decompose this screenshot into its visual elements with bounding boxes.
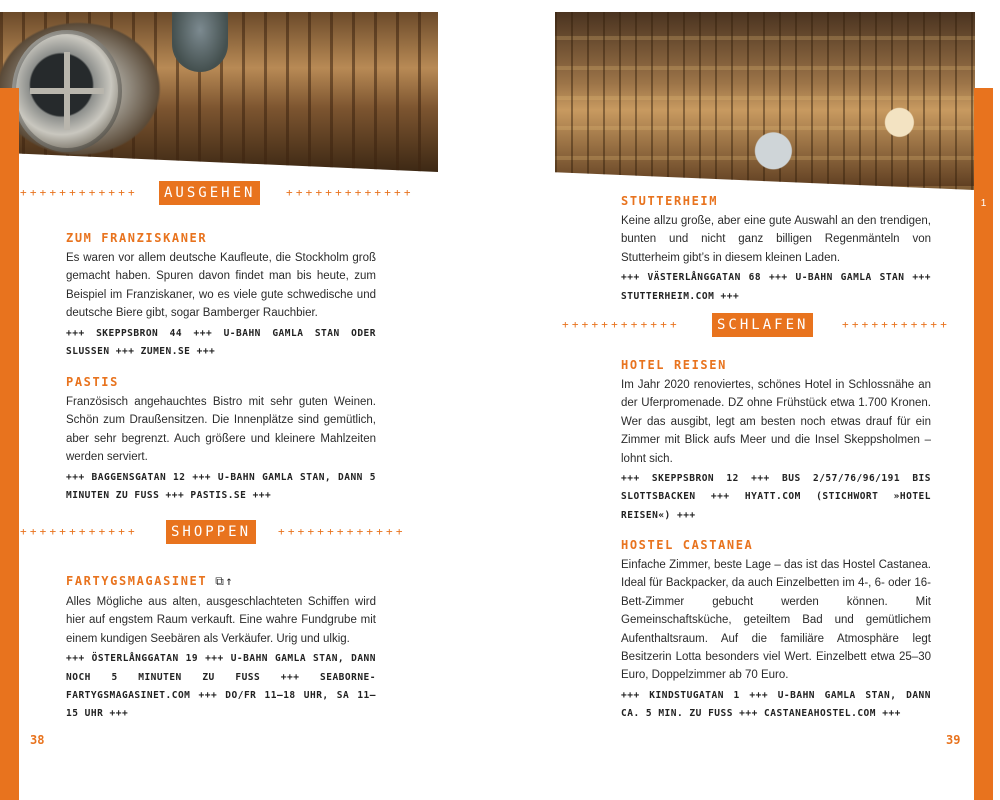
entry-title: PASTIS: [66, 375, 119, 389]
entry-title: HOTEL REISEN: [621, 358, 727, 372]
entry-title: FARTYGSMAGASINET: [66, 574, 208, 588]
entry-title: ZUM FRANZISKANER: [66, 231, 208, 245]
entry-fartygsmagasinet: [66, 574, 376, 724]
entry-hotel-reisen: [621, 358, 931, 525]
section-label: SHOPPEN: [166, 520, 256, 544]
section-header-schlafen: [562, 313, 974, 337]
external-link-icon: ⧉↑: [215, 574, 235, 588]
plus-divider: ++++++++++++: [20, 186, 138, 199]
entry-info: +++ BAGGENSGATAN 12 +++ U-BAHN GAMLA STAN, DANN 5 MINUTEN ZU FUSS +++ PASTIS.SE +++: [66, 471, 376, 502]
left-edge-bar: [0, 88, 19, 800]
nautical-shop-photo: [555, 12, 975, 190]
section-header-ausgehen: [20, 181, 440, 205]
entry-stutterheim: [621, 194, 931, 306]
entry-title-row: [66, 574, 376, 589]
entry-title: STUTTERHEIM: [621, 194, 719, 208]
entry-description: Im Jahr 2020 renoviertes, schönes Hotel in Schlossnähe an der Uferpromenade. DZ ohne Frühstück etwa 1.700 Kronen. Wer das ausgibt, legt am besten noch etwas drauf für ein Zimmer mit Blick aufs Meer und die Insel Skeppsholmen – lohnt sich.: [621, 379, 931, 465]
entry-description: Es waren vor allem deutsche Kaufleute, die Stockholm groß gemacht haben. Spuren davon findet man bis heute, zum Beispiel im Franziskaner, wo es viele gute schwedische und deutsche Biere gibt, sogar Bamberger Rauchbier.: [66, 252, 376, 320]
entry-description: Keine allzu große, aber eine gute Auswahl an den trendigen, bunten und nicht ganz billigen Regenmänteln von Stutterheim gibt’s in diesem kleinen Laden.: [621, 215, 931, 264]
entry-info: +++ KINDSTUGATAN 1 +++ U-BAHN GAMLA STAN, DANN CA. 5 MIN. ZU FUSS +++ CASTANEAHOSTEL.COM +++: [621, 689, 931, 720]
shop-interior-photo: [0, 12, 438, 172]
page-number: 38: [30, 733, 45, 747]
side-tab-number: 1: [980, 198, 987, 209]
entry-title: HOSTEL CASTANEA: [621, 538, 754, 552]
entry-info: +++ VÄSTERLÅNGGATAN 68 +++ U-BAHN GAMLA STAN +++ STUTTERHEIM.COM +++: [621, 272, 931, 302]
entry-zum-franziskaner: [66, 231, 376, 361]
entry-pastis: [66, 375, 376, 505]
right-page: [500, 0, 1000, 800]
plus-divider: ++++++++++++: [20, 525, 138, 538]
plus-divider: ++++++++++++: [562, 318, 680, 331]
entry-description: Französisch angehauchtes Bistro mit sehr guten Weinen. Schön zum Draußensitzen. Die Innenplätze sind gemütlich, aber sehr begrenzt. Auch größere und kleinere Mahlzeiten werden serviert.: [66, 396, 376, 464]
entry-hostel-castanea: [621, 538, 931, 724]
section-label: AUSGEHEN: [159, 181, 260, 205]
entry-info: +++ SKEPPSBRON 12 +++ BUS 2/57/76/96/191 BIS SLOTTSBACKEN +++ HYATT.COM (STICHWORT »HOTEL REISEN«) +++: [621, 473, 931, 521]
plus-divider: +++++++++++++: [278, 525, 406, 538]
right-edge-bar: [974, 88, 993, 800]
section-header-shoppen: [20, 520, 440, 544]
lamp-image: [172, 12, 228, 72]
plus-divider: +++++++++++: [842, 318, 951, 331]
entry-description: Einfache Zimmer, beste Lage – das ist das Hostel Castanea. Ideal für Backpacker, da auch Einzelbetten im 4-, 6- oder 16-Bett-Zimmer gebucht werden können. Mit Gemeinschaftsküche, geteiltem Bad und gemütlichem Aufenthaltsraum. Auf die familiäre Atmosphäre legt Besitzerin Lotta besonders viel Wert. Einzelbett etwa 25–30 Euro, Doppelzimmer ab 70 Euro.: [621, 559, 931, 682]
entry-info: +++ ÖSTERLÅNGGATAN 19 +++ U-BAHN GAMLA STAN, DANN NOCH 5 MINUTEN ZU FUSS +++ SEABORNE-FARTYGSMAGASINET.COM +++ DO/FR 11–18 UHR, SA 11–15 UHR +++: [66, 653, 376, 720]
entry-description: Alles Mögliche aus alten, ausgeschlachteten Schiffen wird hier auf engstem Raum verkauft. Eine wahre Fundgrube mit einem kundigen Seebären als Verkäufer. Urig und ulkig.: [66, 596, 376, 645]
plus-divider: +++++++++++++: [286, 186, 414, 199]
entry-info: +++ SKEPPSBRON 44 +++ U-BAHN GAMLA STAN ODER SLUSSEN +++ ZUMEN.SE +++: [66, 327, 376, 358]
page-number: 39: [946, 733, 961, 747]
diving-helmet-image: [12, 30, 122, 152]
section-label: SCHLAFEN: [712, 313, 813, 337]
